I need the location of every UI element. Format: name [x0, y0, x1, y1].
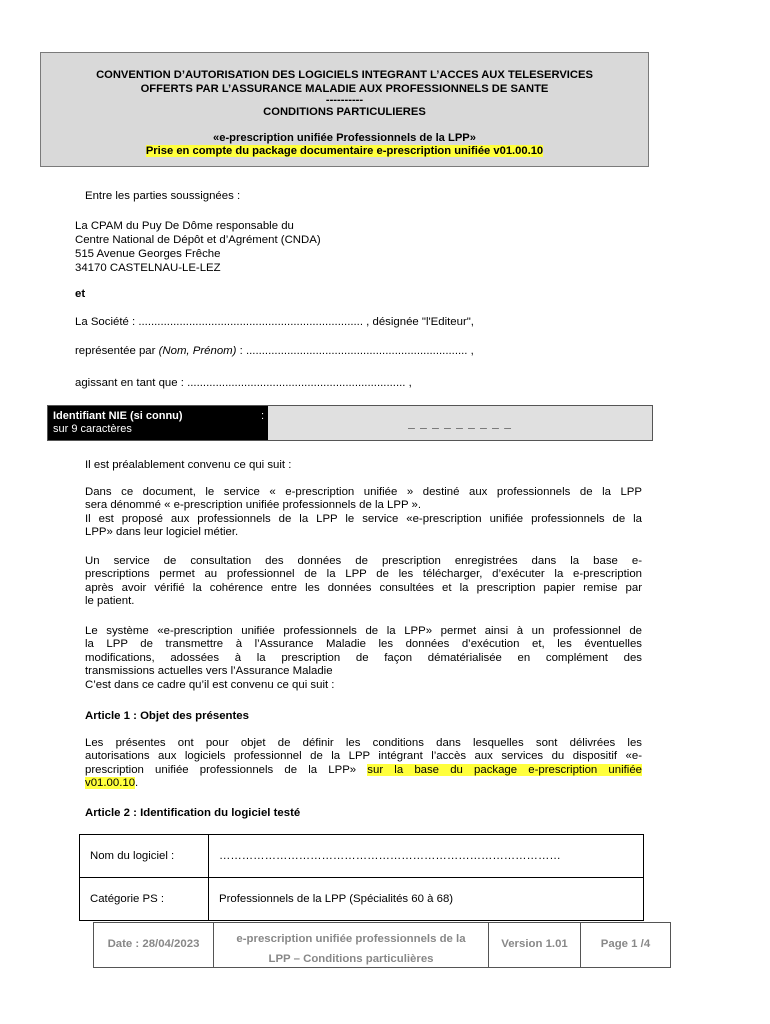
parties-intro: Entre les parties soussignées :: [85, 190, 241, 202]
preamble-text: Il est préalablement convenu ce qui suit :: [85, 459, 292, 471]
paragraph-1: [85, 486, 642, 540]
agissant-field: agissant en tant que : ..................................................................... ,: [75, 377, 412, 389]
societe-field: La Société : ....................................................................... , désignée "l'Editeur",: [75, 316, 474, 328]
footer-page-number: Page 1 /4: [600, 938, 651, 950]
footer-date: Date : 28/04/2023: [94, 923, 214, 967]
software-name-field[interactable]: ………………………………………………………………………………: [209, 835, 644, 878]
paragraph-line: après avoir vérifié la cohérence entre les données consultées et la prescription papier remise par: [85, 581, 642, 594]
page-footer: [93, 922, 671, 968]
paragraph-line: LPP» dans leur logiciel métier.: [85, 526, 239, 539]
paragraph-line: le patient.: [85, 595, 135, 608]
document-header: [40, 52, 649, 167]
address-line: 34170 CASTELNAU-LE-LEZ: [75, 262, 221, 274]
nie-identifier-box: [47, 405, 653, 441]
header-separator: ----------: [325, 94, 364, 106]
header-title-line1: CONVENTION D’AUTORISATION DES LOGICIELS INTEGRANT L’ACCES AUX TELESERVICES: [96, 69, 593, 81]
header-package: Prise en compte du package documentaire e-prescription unifiée v01.00.10: [145, 145, 544, 157]
ps-category-label: Catégorie PS :: [80, 878, 209, 921]
paragraph-line: [85, 777, 642, 790]
table-row: [80, 835, 644, 878]
representee-field: [75, 345, 474, 357]
nie-colon: :: [260, 410, 264, 422]
paragraph-3: [85, 625, 642, 692]
header-service: «e-prescription unifiée Professionnels de la LPP»: [213, 131, 476, 144]
paragraph-line: [85, 764, 642, 777]
paragraph-line: Il est proposé aux professionnels de la LPP le service «e-prescription unifiée professionnels de la: [85, 512, 642, 525]
period: .: [135, 777, 139, 790]
representee-suffix: : ...................................................................... ,: [236, 345, 474, 357]
address-line: Centre National de Dépôt et d’Agrément (CNDA): [75, 234, 321, 246]
paragraph-line: prescriptions permet au professionnel de la LPP de les télécharger, d’exécuter la e-prescription: [85, 568, 642, 581]
paragraph-line: la LPP de transmettre à l’Assurance Maladie les données d’exécution et, les éventuelles: [85, 638, 642, 651]
et-label: et: [75, 288, 86, 300]
paragraph-2: [85, 555, 642, 609]
footer-version: Version 1.01: [489, 923, 581, 967]
package-version-highlight: v01.00.10: [85, 777, 136, 790]
paragraph-line: Un service de consultation des données de prescription enregistrées dans la base e-: [85, 555, 642, 567]
paragraph-line: autorisations aux logiciels professionnel de la LPP intégrant l’accès aux services du dispositif «e-: [85, 750, 642, 763]
software-table: [79, 834, 644, 921]
nie-label-cell: [48, 406, 268, 440]
representee-italic: (Nom, Prénom): [158, 345, 237, 357]
footer-title: [214, 923, 489, 967]
nie-label: Identifiant NIE (si connu): [53, 410, 183, 422]
table-row: [80, 878, 644, 921]
paragraph-line: modifications, adossées à la prescription de façon dématérialisée en complément des: [85, 651, 642, 664]
article-1-text: [85, 737, 642, 791]
cnda-address: [75, 219, 321, 275]
header-conditions: CONDITIONS PARTICULIERES: [263, 106, 426, 118]
paragraph-line: Les présentes ont pour objet de définir les conditions dans lesquelles sont délivrées les: [85, 737, 642, 749]
address-line: La CPAM du Puy De Dôme responsable du: [75, 220, 294, 232]
footer-title-line2: LPP – Conditions particulières: [268, 953, 434, 965]
paragraph-line: Dans ce document, le service « e-prescription unifiée » destiné aux professionnels de la LPP: [85, 486, 642, 498]
paragraph-line: transmissions actuelles vers l’Assurance Maladie: [85, 665, 333, 678]
address-line: 515 Avenue Georges Frêche: [75, 248, 221, 260]
article-2-title: Article 2 : Identification du logiciel testé: [85, 807, 301, 819]
header-title-line2: OFFERTS PAR L’ASSURANCE MALADIE AUX PROFESSIONNELS DE SANTE: [140, 82, 549, 95]
article-1-plain: prescription unifiée professionnels de la LPP»: [85, 763, 368, 776]
software-name-label: Nom du logiciel :: [80, 835, 209, 878]
footer-title-line1: e-prescription unifiée professionnels de la: [236, 933, 466, 945]
nie-sublabel: sur 9 caractères: [53, 422, 132, 435]
paragraph-line: C’est dans ce cadre qu’il est convenu ce qui suit :: [85, 678, 335, 691]
article-1-title: Article 1 : Objet des présentes: [85, 710, 249, 722]
paragraph-line: sera dénommé « e-prescription unifiée professionnels de la LPP ».: [85, 499, 422, 512]
ps-category-value: Professionnels de la LPP (Spécialités 60 à 68): [209, 878, 644, 921]
article-1-highlight: sur la base du package e-prescription unifiée: [367, 763, 642, 776]
nie-value-field[interactable]: _ _ _ _ _ _ _ _ _: [268, 406, 652, 440]
paragraph-line: Le système «e-prescription unifiée professionnels de la LPP» permet ainsi à un professionnel de: [85, 625, 642, 637]
representee-prefix: représentée par: [75, 345, 159, 357]
